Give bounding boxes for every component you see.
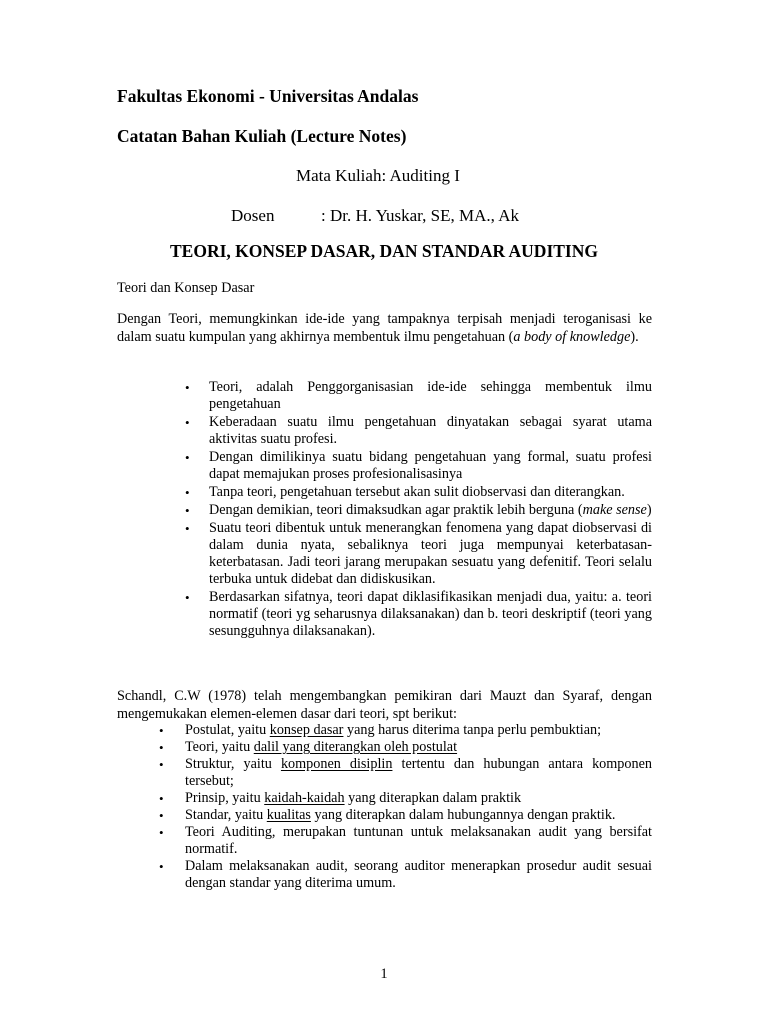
bullet-icon: •	[185, 415, 190, 430]
schandl-paragraph: Schandl, C.W (1978) telah mengembangkan pemikiran dari Mauzt dan Syaraf, dengan mengemukakan elemen-elemen dasar dari teori, spt berikut:	[117, 688, 652, 722]
bullet-icon: •	[185, 485, 190, 500]
bullet-icon: •	[159, 808, 164, 823]
course-separator: :	[381, 166, 387, 185]
course-line	[296, 166, 460, 186]
intro-text: Dengan Teori, memungkinkan ide-ide yang tampaknya terpisah menjadi teroganisasi ke dalam suatu kumpulan yang akhirnya membentuk ilmu pengetahuan (	[117, 311, 652, 345]
list-item: • Dengan dimilikinya suatu bidang pengetahuan yang formal, suatu profesi dapat memajukan proses profesionalisasinya	[185, 449, 652, 482]
theory-elements-list	[159, 722, 652, 892]
bullet-icon: •	[185, 450, 190, 465]
list-item: • Prinsip, yaitu kaidah-kaidah yang diterapkan dalam praktik	[159, 790, 522, 806]
bullet-icon: •	[185, 503, 190, 518]
list-item: • Keberadaan suatu ilmu pengetahuan dinyatakan sebagai syarat utama aktivitas suatu profesi.	[185, 414, 652, 447]
bullet-icon: •	[159, 757, 164, 772]
bullet-icon: •	[159, 791, 164, 806]
document-title: TEORI, KONSEP DASAR, DAN STANDAR AUDITING	[169, 241, 598, 261]
bullet-icon: •	[159, 740, 164, 755]
list-item: • Teori, adalah Penggorganisasian ide-ide sehingga membentuk ilmu pengetahuan	[185, 379, 652, 412]
list-item: • Struktur, yaitu komponen disiplin tertentu dan hubungan antara komponen tersebut;	[159, 756, 652, 789]
list-item: • Tanpa teori, pengetahuan tersebut akan sulit diobservasi dan diterangkan.	[185, 484, 625, 500]
faculty-heading: Fakultas Ekonomi - Universitas Andalas	[117, 86, 419, 106]
page-number: 1	[380, 966, 388, 982]
intro-end: ).	[630, 329, 639, 345]
list-item: • Teori Auditing, merupakan tuntunan untuk melaksanakan audit yang bersifat normatif.	[159, 824, 652, 857]
bullet-icon: •	[159, 825, 164, 840]
course-value: Auditing I	[389, 166, 460, 185]
bullet-icon: •	[159, 723, 164, 738]
list-item: • Dalam melaksanakan audit, seorang auditor menerapkan prosedur audit sesuai dengan standar yang diterima umum.	[159, 858, 652, 891]
bullet-icon: •	[185, 590, 190, 605]
course-label: Mata Kuliah	[296, 166, 382, 185]
section-heading: Teori dan Konsep Dasar	[117, 280, 255, 296]
list-item: • Berdasarkan sifatnya, teori dapat diklasifikasikan menjadi dua, yaitu: a. teori normatif (teori yg seharusnya dilaksanakan) dan b. teori deskriptif (teori yang sesungguhnya dilaksanakan).	[185, 589, 652, 639]
bullet-icon: •	[159, 859, 164, 874]
intro-paragraph	[117, 310, 652, 346]
list-item: • Teori, yaitu dalil yang diterangkan oleh postulat	[159, 739, 458, 755]
list-item: • Dengan demikian, teori dimaksudkan agar praktik lebih berguna (make sense)	[185, 502, 652, 518]
list-item: • Standar, yaitu kualitas yang diterapkan dalam hubungannya dengan praktik.	[159, 807, 616, 823]
lecture-notes-heading: Catatan Bahan Kuliah (Lecture Notes)	[117, 126, 407, 146]
bullet-icon: •	[185, 380, 190, 395]
theory-bullet-list	[185, 379, 652, 640]
list-item: • Postulat, yaitu konsep dasar yang harus diterima tanpa perlu pembuktian;	[159, 722, 602, 738]
intro-italic: a body of knowledge	[513, 329, 631, 345]
lecturer-label: Dosen	[231, 206, 275, 225]
bullet-icon: •	[185, 521, 190, 536]
lecturer-value: : Dr. H. Yuskar, SE, MA., Ak	[321, 206, 519, 225]
list-item: • Suatu teori dibentuk untuk menerangkan fenomena yang dapat diobservasi di dalam dunia nyata, sebaliknya teori juga mempunyai keterbatasan-keterbatasan. Jadi teori jarang merupakan sesuatu yang defenitif. Teori selalu terbuka untuk didebat dan didiskusikan.	[185, 520, 652, 587]
